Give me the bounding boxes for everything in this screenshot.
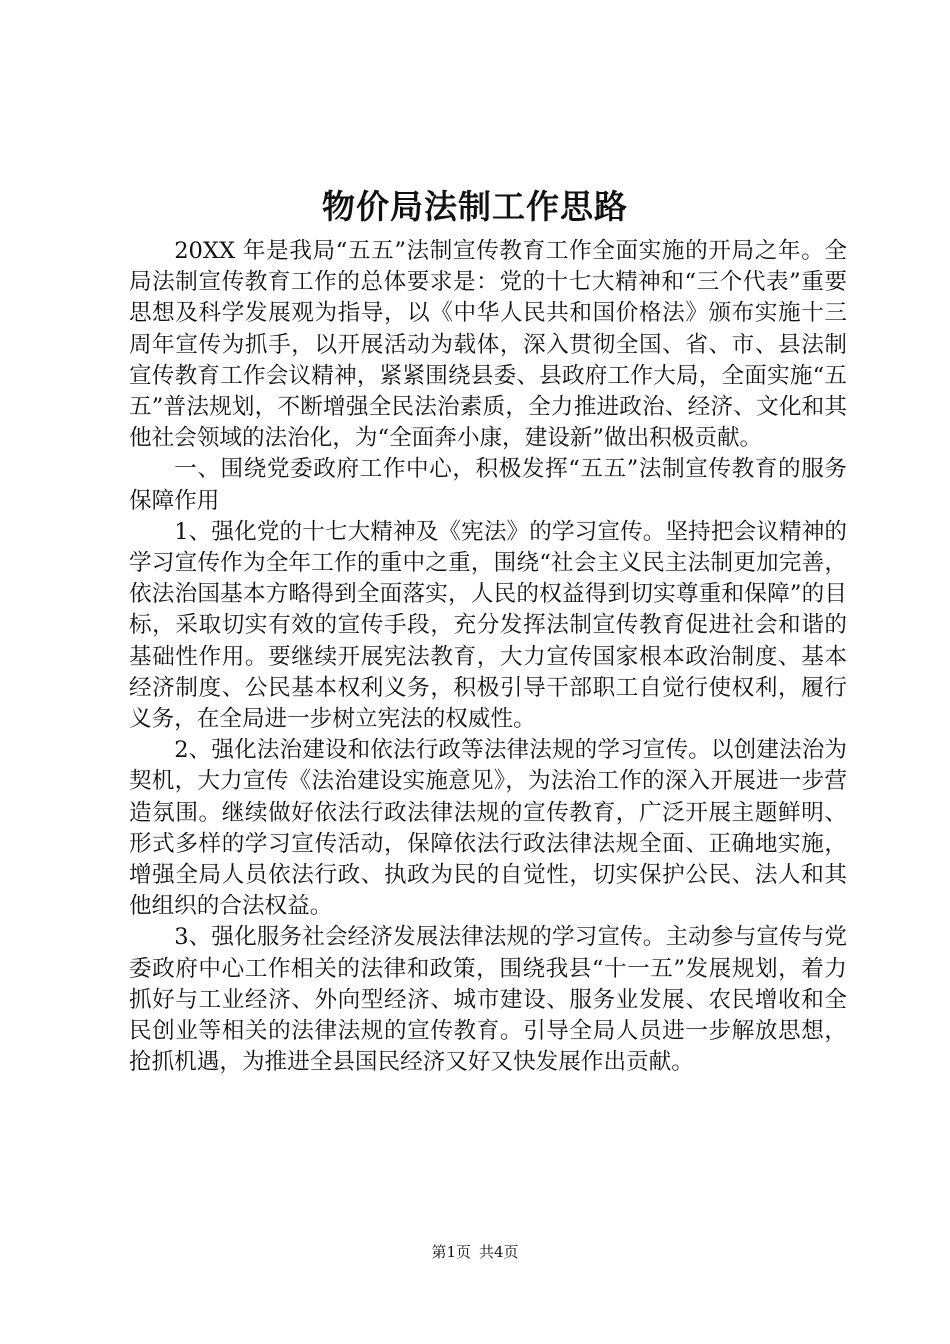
document-body	[129, 236, 847, 1078]
document-title: 物价局法制工作思路	[322, 187, 628, 226]
paragraph-intro: 20XX 年是我局“五五”法制宣传教育工作全面实施的开局之年。全局法制宣传教育工作的总体要求是：党的十七大精神和“三个代表”重要思想及科学发展观为指导，以《中华人民共和国价格法》颁布实施十三周年宣传为抓手，以开展活动为载体，深入贯彻全国、省、市、县法制宣传教育工作会议精神，紧紧围绕县委、县政府工作大局，全面实施“五五”普法规划，不断增强全民法治素质，全力推进政治、经济、文化和其他社会领域的法治化，为“全面奔小康，建设新”做出积极贡献。	[129, 238, 847, 452]
page-total: 共4页	[479, 1243, 519, 1261]
section-heading: 一、围绕党委政府工作中心，积极发挥“五五”法制宣传教育的服务保障作用	[129, 456, 847, 514]
paragraph-item-3: 3、强化服务社会经济发展法律法规的学习宣传。主动参与宣传与党委政府中心工作相关的法律和政策，围绕我县“十一五”发展规划，着力抓好与工业经济、外向型经济、城市建设、服务业发展、农民增收和全民创业等相关的法律法规的宣传教育。引导全局人员进一步解放思想，抢抓机遇，为推进全县国民经济又好又快发展作出贡献。	[129, 924, 847, 1076]
page-number: 第1页	[431, 1243, 471, 1261]
paragraph-item-2: 2、强化法治建设和依法行政等法律法规的学习宣传。以创建法治为契机，大力宣传《法治建设实施意见》，为法治工作的深入开展进一步营造氛围。继续做好依法行政法律法规的宣传教育，广泛开展主题鲜明、形式多样的学习宣传活动，保障依法行政法律法规全面、正确地实施，增强全局人员依法行政、执政为民的自觉性，切实保护公民、法人和其他组织的合法权益。	[129, 737, 847, 920]
paragraph-item-1: 1、强化党的十七大精神及《宪法》的学习宣传。坚持把会议精神的学习宣传作为全年工作的重中之重，围绕“社会主义民主法制更加完善，依法治国基本方略得到全面落实，人民的权益得到切实尊重和保障”的目标，采取切实有效的宣传手段，充分发挥法制宣传教育促进社会和谐的基础性作用。要继续开展宪法教育，大力宣传国家根本政治制度、基本经济制度、公民基本权利义务，积极引导干部职工自觉行使权利，履行义务，在全局进一步树立宪法的权威性。	[129, 518, 847, 733]
page-footer	[0, 1242, 950, 1262]
